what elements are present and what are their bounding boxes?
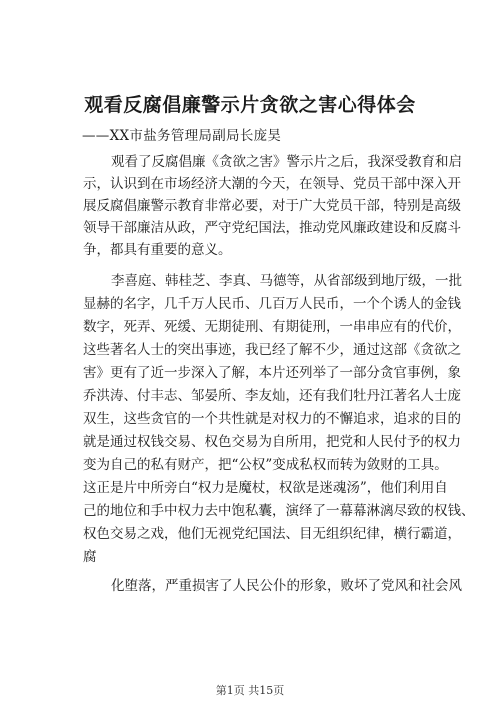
body-line: 争，都具有重要的意义。 [83, 242, 232, 258]
body-line: 观看了反腐倡廉《贪欲之害》警示片之后，我深受教育和启 [111, 154, 462, 170]
body-line: 展反腐倡廉警示教育非常必要，对于广大党员干部，特别是高级 [83, 198, 461, 214]
body-line: 领导干部廉洁从政，严守党纪国法，推动党风廉政建设和反腐斗 [83, 220, 461, 236]
body-line: 示，认识到在市场经济大潮的今天，在领导、党员干部中深入开 [83, 176, 461, 192]
body-line: 就是通过权钱交易、权色交易为自所用，把党和人民付予的权力 [83, 434, 461, 450]
body-line: 显赫的名字，几千万人民币、几百万人民币，一个个诱人的金钱 [83, 296, 461, 312]
body-line: 权色交易之戏，他们无视党纪国法、目无组织纪律，横行霸道， [83, 526, 461, 542]
body-line: 数字，死弄、死缓、无期徒刑、有期徒刑，一串串应有的代价， [83, 319, 461, 335]
body-line: 乔洪涛、付丰志、邹晏所、李友灿，还有我们牡丹江著名人士庞 [83, 388, 461, 404]
document-subtitle: ——XX市盐务管理局副局长庞昊 [82, 128, 282, 144]
body-line: 这正是片中所旁白“权力是魔杖，权欲是迷魂汤”，他们利用自 [83, 480, 448, 496]
body-line: 化堕落，严重损害了人民公仆的形象，败坏了党风和社会风 [111, 578, 462, 594]
document-title: 观看反腐倡廉警示片贪欲之害心得体会 [84, 94, 416, 116]
body-line: 变为自己的私有财产，把“公权”变成私权而转为敛财的工具。 [83, 457, 448, 473]
body-line: 双生，这些贪官的一个共性就是对权力的不懈追求，追求的目的 [83, 411, 461, 427]
body-line: 害》更有了近一步深入了解，本片还列举了一部分贪官事例，象 [83, 365, 461, 381]
body-line: 李喜庭、韩桂芝、李真、马德等，从省部级到地厅级，一批 [111, 273, 462, 289]
body-line: 这些著名人士的突出事迹，我已经了解不少，通过这部《贪欲之 [83, 342, 461, 358]
page-footer: 第1页 共15页 [215, 684, 285, 697]
body-line: 己的地位和手中权力去中饱私囊，演绎了一幕幕淋漓尽致的权钱、 [83, 503, 475, 519]
body-line: 腐 [83, 549, 97, 565]
